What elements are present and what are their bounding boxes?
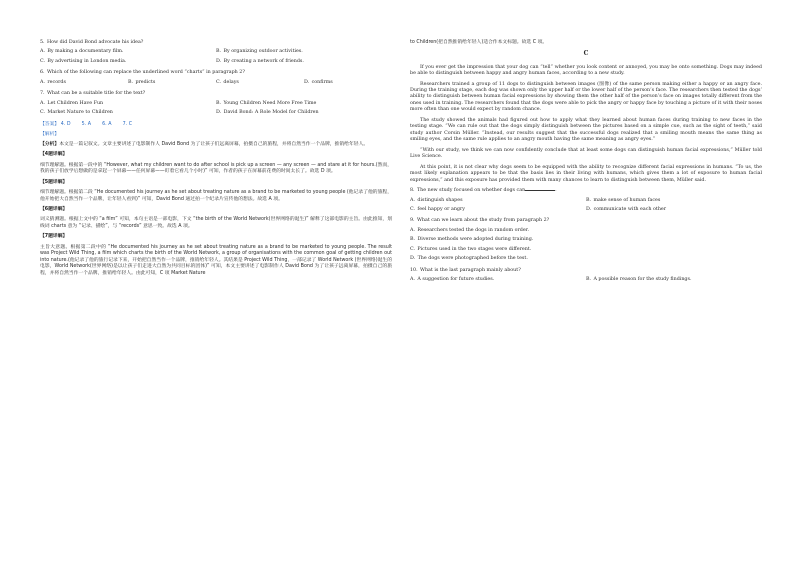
analysis-summary (40, 142, 392, 148)
option: B. predicts (128, 79, 156, 85)
passage-paragraph: “With our study, we think we can now confidently conclude that at least some dogs can distinguish human facial expressions,” Müller told Live Science. (410, 147, 762, 160)
right-column (410, 40, 762, 289)
option: C. feel happy or angry (410, 207, 465, 212)
q4-heading: 【4题详解】 (40, 152, 68, 158)
option: A. Let Children Have Fun (40, 100, 104, 106)
option: D. confirms (304, 79, 333, 85)
question-10-options (410, 277, 762, 283)
option: A. By making a documentary film. (40, 49, 124, 55)
option: D. By creating a network of friends. (216, 58, 304, 64)
left-column (40, 40, 392, 281)
question-10: 10. What is the last paragraph mainly about? (410, 267, 521, 273)
question-7: 7. What can be a suitable title for the text? (40, 91, 146, 97)
option: B. Diverse methods were adopted during training. (410, 237, 534, 243)
option: D. communicate with each other (586, 207, 667, 212)
answer-key: 【答案】 4. D 5. A 6. A 7. C (40, 121, 133, 127)
question-6: 6. Which of the following can replace the underlined word “charts” in paragraph 2? (40, 70, 245, 76)
option: C. Pictures used in the two stages were different. (410, 246, 532, 252)
question-7-options (40, 101, 392, 117)
option: B. By organizing outdoor activities. (216, 49, 303, 55)
analysis-tag: 【分析】 (40, 141, 60, 147)
option: D. David Bond: A Role Model for Children (216, 110, 319, 116)
option: D. The dogs were photographed before the test. (410, 256, 528, 262)
q5-explanation: 细节理解题。根据第二段 “He documented his journey as he set about treating nature as a brand to be marketed to young people (他记录了他的旅程，他开始把大自然当作一个品牌，让年轻人看到)” 可知，David Bond 通过拍一个纪录片宣传他的想法。故选 A 项。 (40, 190, 392, 202)
question-5: 5. How did David Bond advocate his idea? (40, 40, 144, 45)
option: A. Researchers tested the dogs in random order. (410, 227, 529, 233)
question-8 (410, 188, 762, 194)
option: B. Young Children Need More Free Time (216, 100, 317, 106)
option: C. By advertising in London media. (40, 58, 127, 64)
q7-explanation: 主旨大意题。根据第二段中的 “He documented his journey as he set about treating nature as a brand to be marketed to young people. The result was Project Wild Thing, a film which charts the birth of the World Network, a group of organisations with the common goal of getting children out into nature.(他记录了他的旅行记录下来，开始把自然当作一个品牌，推销给年轻人。其结果是 Project Wild Thing，一部记录了 World Network (世界网络)诞生的电影，World Network(世界网络)是以让孩子们走进大自然为共同目标的团体)” 可知，本文主要讲述了电影制作人 David Bond 为了让孩子远离屏幕，拍摄自己的旅程，并将自然当作一个品牌，推销给年轻人。由此可知，C 项 Market Nature (40, 244, 392, 276)
question-8-options (410, 198, 762, 214)
section-letter: C (583, 50, 589, 58)
q4-explanation: 细节理解题。根据第一段中的 “However, what my children want to do after school is pick up a screen — any screen — and stare at it for hours.(然而，我的孩子们放学后想做的是拿起一个屏幕——任何屏幕——盯着它看几个小时)” 可知，作者的孩子在屏幕前花费的时间太长了。故选 D 项。 (40, 162, 393, 175)
question-5-options (40, 49, 392, 65)
q7-heading: 【7题详解】 (40, 234, 68, 240)
answer-blank (525, 188, 557, 194)
question-9: 9. What can we learn about the study from paragraph 2? (410, 218, 550, 224)
continuation-text: to Children(把自然推销给年轻人)适合作本文标题。故选 C 项。 (410, 40, 548, 45)
q6-heading: 【6题详解】 (40, 206, 68, 212)
analysis-text: 本文是一篇记叙文。文章主要讲述了电影制作人 David Bond 为了让孩子们远离屏幕，拍摄自己的旅程，并将自然当作一个品牌，推销给年轻人。 (59, 141, 369, 147)
question-6-options (40, 80, 392, 86)
option: A. distinguish shapes (410, 197, 463, 203)
option: B. make sense of human faces (586, 197, 661, 203)
q6-explanation: 词义猜测题。根据上文中的 “a film” 可知，本句主语是一部电影，下文 “the birth of the World Network(世界网络的诞生)” 解释了这部电影的主旨。由此推知，划线词 charts 意为 “记录、描绘”，与 “records” 意思一致。故选 A 项。 (40, 217, 392, 229)
question-end: . (555, 188, 557, 194)
passage-paragraph: Researchers trained a group of 11 dogs to distinguish between images (图像) of the same person making either a happy or an angry face. During the training stage, each dog was shown only the upper half or the lower half of the person’s face. The researchers then tested the dogs’ ability to distinguish between human facial expressions by showing them the other half of the person’s face on images totally different from the ones used in training. The researchers found that the dogs were able to pick the angry or happy face by touching a picture of it with their noses more often than one would expect by random chance. (410, 81, 762, 113)
passage-paragraph: The study showed the animals had figured out how to apply what they learned about human faces during training to new faces in the testing stage. “We can rule out that the dogs simply distinguish between the pictures based on a simple cue, such as the sight of teeth,” said study author Corsin Müller. “Instead, our results suggest that the successful dogs realized that a smiling mouth means the same thing as smiling eyes, and the same rule applies to an angry mouth having the same meaning as angry eyes.” (410, 117, 762, 143)
question-9-options (410, 228, 762, 263)
q5-heading: 【5题详解】 (40, 179, 68, 185)
option: A. records (40, 79, 66, 85)
option: B. A possible reason for the study findings. (586, 277, 692, 283)
passage-paragraph: If you ever get the impression that your dog can “tell” whether you look content or annoyed, you may be onto something. Dogs may indeed be able to distinguish between happy and angry human faces, according to a new study. (410, 64, 762, 77)
question-text: 8. The new study focused on whether dogs can (410, 188, 526, 194)
option: C. Market Nature to Children (40, 110, 113, 116)
analysis-label: 【解析】 (40, 132, 60, 138)
option: C. delays (216, 79, 239, 85)
option: A. A suggestion for future studies. (410, 277, 495, 283)
passage-paragraph: At this point, it is not clear why dogs seem to be equipped with the ability to recognize different facial expressions in humans. “To us, the most likely explanation appears to be that the basis lies in their living with humans, which gives them a lot of exposure to human facial expressions,” and this exposure has provided them with many chances to learn to distinguish between them, Müller said. (410, 164, 762, 183)
